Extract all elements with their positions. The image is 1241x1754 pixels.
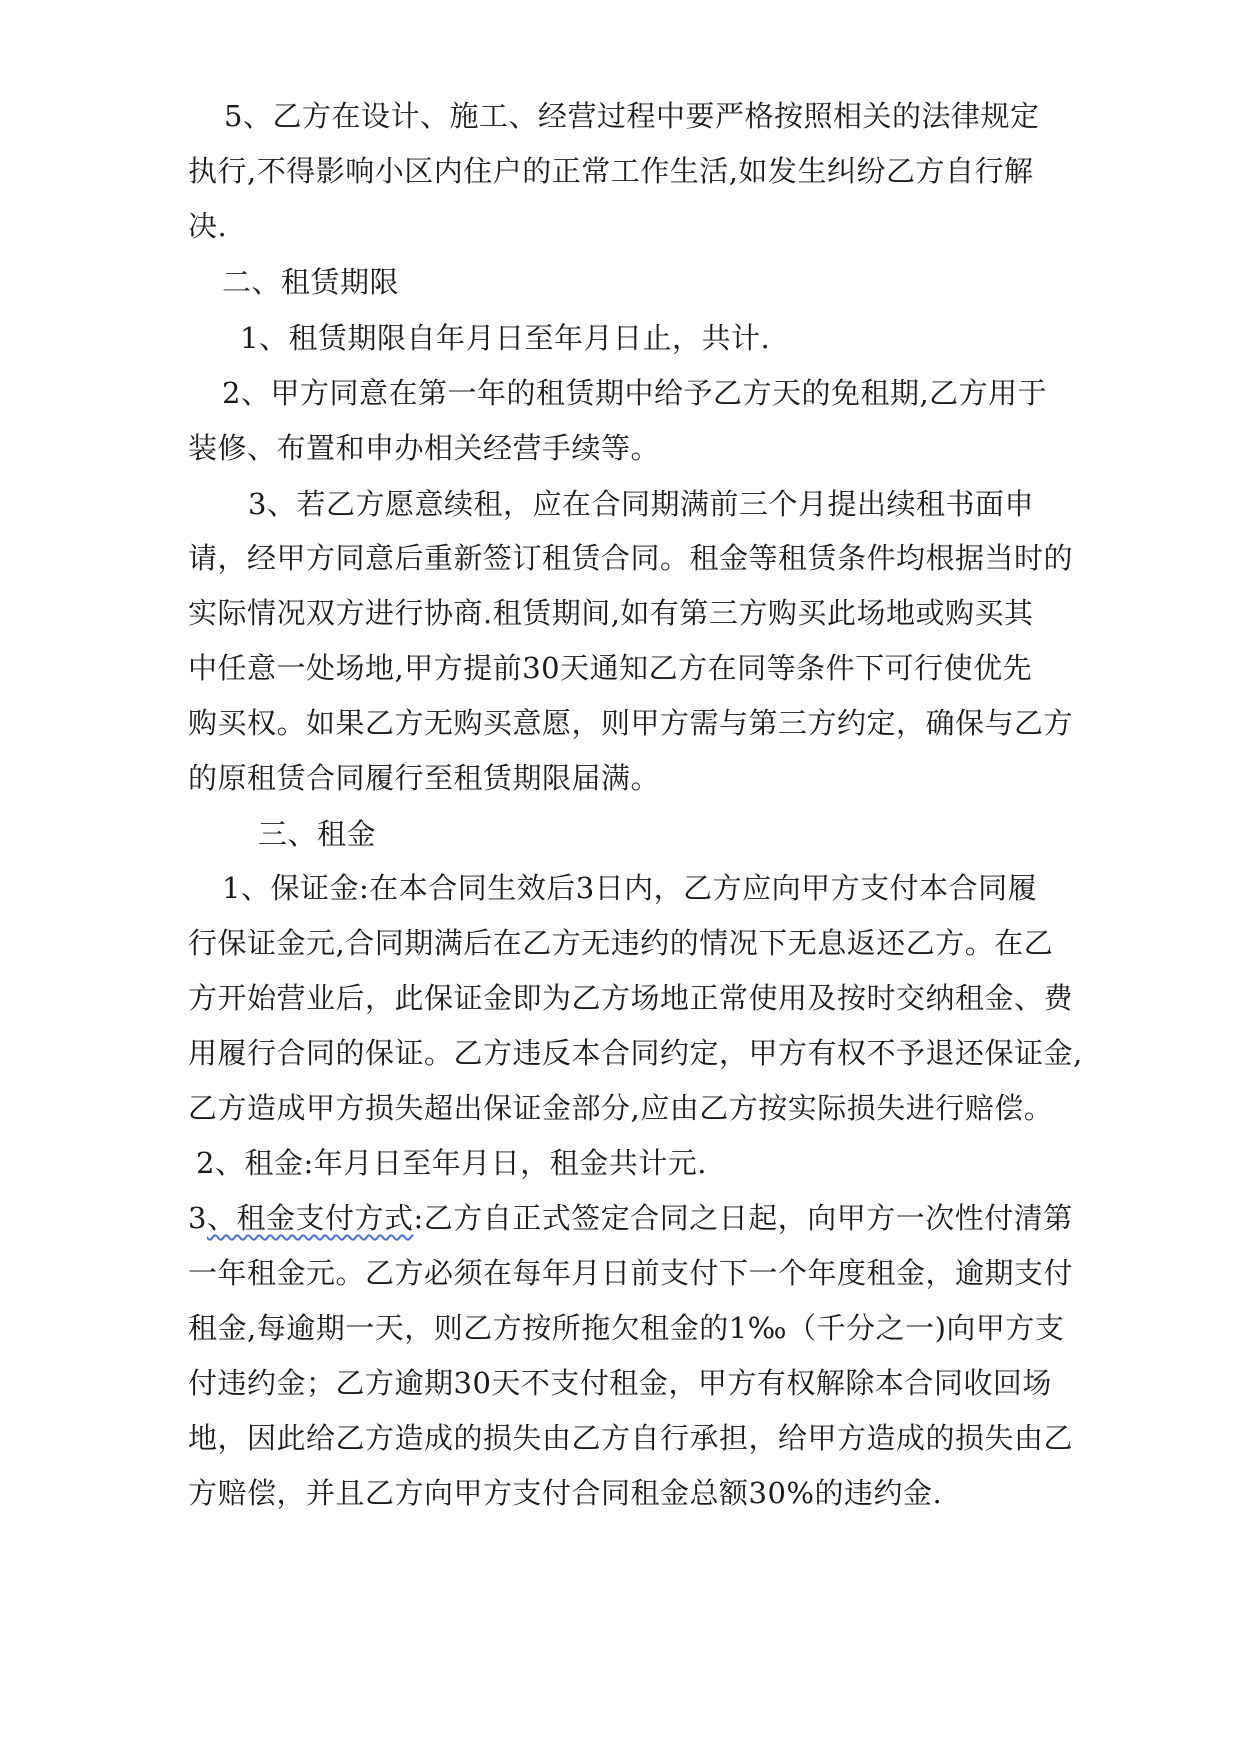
paragraph-line: 付违约金；乙方逾期30天不支付租金，甲方有权解除本合同收回场 — [188, 1366, 1052, 1400]
paragraph-line — [188, 1198, 1073, 1238]
paragraph-line: 装修、布置和申办相关经营手续等。 — [188, 431, 661, 465]
paragraph-line: 1、租赁期限自年月日至年月日止，共计. — [240, 321, 771, 355]
paragraph-line: 2、租金:年月日至年月日，租金共计元. — [196, 1146, 707, 1180]
paragraph-line: 执行,不得影响小区内住户的正常工作生活,如发生纠纷乙方自行解 — [188, 154, 1034, 188]
paragraph-line: 3、若乙方愿意续租，应在合同期满前三个月提出续租书面申 — [248, 487, 1034, 521]
paragraph-line: 一年租金元。乙方必须在每年月日前支付下一个年度租金，逾期支付 — [188, 1256, 1074, 1290]
line-prefix: 3 — [188, 1201, 207, 1235]
paragraph-line: 地，因此给乙方造成的损失由乙方自行承担，给甲方造成的损失由乙 — [188, 1421, 1074, 1455]
paragraph-line: 购买权。如果乙方无购买意愿，则甲方需与第三方约定，确保与乙方 — [188, 706, 1074, 740]
spellcheck-marked-text[interactable]: 、租金支付方式 — [206, 1201, 414, 1235]
paragraph-line: 决. — [188, 209, 228, 243]
paragraph-line: 方开始营业后，此保证金即为乙方场地正常使用及按时交纳租金、费 — [188, 981, 1074, 1015]
paragraph-line: 2、甲方同意在第一年的租赁期中给予乙方天的免租期,乙方用于 — [222, 376, 1048, 410]
paragraph-line: 方赔偿，并且乙方向甲方支付合同租金总额30%的违约金. — [188, 1476, 943, 1510]
paragraph-line: 的原租赁合同履行至租赁期限届满。 — [188, 761, 661, 795]
line-rest: :乙方自正式签定合同之日起，向甲方一次性付清第 — [413, 1201, 1073, 1235]
paragraph-line: 用履行合同的保证。乙方违反本合同约定，甲方有权不予退还保证金, — [188, 1036, 1083, 1070]
paragraph-line: 1、保证金:在本合同生效后3日内，乙方应向甲方支付本合同履 — [222, 871, 1038, 905]
paragraph-line: 行保证金元,合同期满后在乙方无违约的情况下无息返还乙方。在乙 — [188, 926, 1054, 960]
paragraph-line: 中任意一处场地,甲方提前30天通知乙方在同等条件下可行使优先 — [188, 651, 1033, 685]
paragraph-line: 租金,每逾期一天，则乙方按所拖欠租金的1‰（千分之一)向甲方支 — [188, 1311, 1065, 1345]
section-heading: 三、租金 — [258, 817, 377, 851]
paragraph-line: 实际情况双方进行协商.租赁期间,如有第三方购买此场地或购买其 — [188, 596, 1034, 630]
paragraph-line: 乙方造成甲方损失超出保证金部分,应由乙方按实际损失进行赔偿。 — [188, 1091, 1054, 1125]
paragraph-line: 请，经甲方同意后重新签订租赁合同。租金等租赁条件均根据当时的 — [188, 541, 1074, 575]
paragraph-line: 5、乙方在设计、施工、经营过程中要严格按照相关的法律规定 — [224, 99, 1040, 133]
section-heading: 二、租赁期限 — [222, 265, 400, 299]
